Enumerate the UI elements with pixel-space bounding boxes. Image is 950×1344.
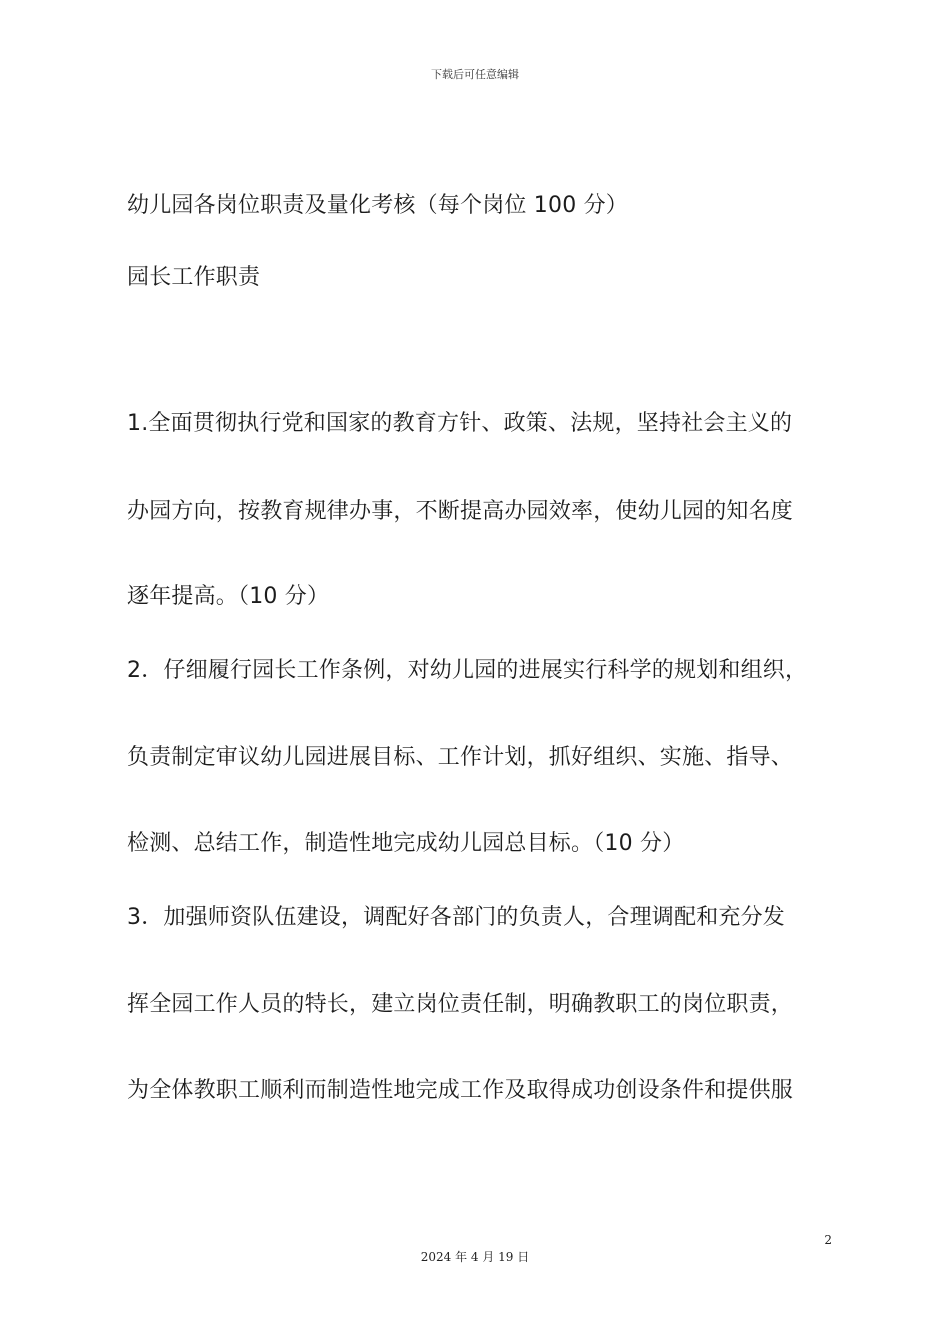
body-line: 负责制定审议幼儿园进展目标、工作计划，抓好组织、实施、指导、 <box>127 745 794 770</box>
section-heading: 园长工作职责 <box>127 265 261 290</box>
document-title: 幼儿园各岗位职责及量化考核（每个岗位 100 分） <box>127 193 628 218</box>
header-note: 下载后可任意编辑 <box>431 68 519 81</box>
body-line: 逐年提高。（10 分） <box>127 584 330 609</box>
page-number: 2 <box>824 1233 832 1247</box>
body-line: 为全体教职工顺利而制造性地完成工作及取得成功创设条件和提供服 <box>127 1078 794 1103</box>
body-line: 2．仔细履行园长工作条例，对幼儿园的进展实行科学的规划和组织， <box>127 658 808 683</box>
body-line: 1.全面贯彻执行党和国家的教育方针、政策、法规，坚持社会主义的 <box>127 411 793 436</box>
body-line: 3．加强师资队伍建设，调配好各部门的负责人，合理调配和充分发 <box>127 905 785 930</box>
footer-date: 2024 年 4 月 19 日 <box>420 1250 530 1264</box>
body-line: 办园方向，按教育规律办事，不断提高办园效率，使幼儿园的知名度 <box>127 499 794 524</box>
body-line: 检测、总结工作，制造性地完成幼儿园总目标。（10 分） <box>127 831 685 856</box>
body-line: 挥全园工作人员的特长，建立岗位责任制，明确教职工的岗位职责， <box>127 992 794 1017</box>
